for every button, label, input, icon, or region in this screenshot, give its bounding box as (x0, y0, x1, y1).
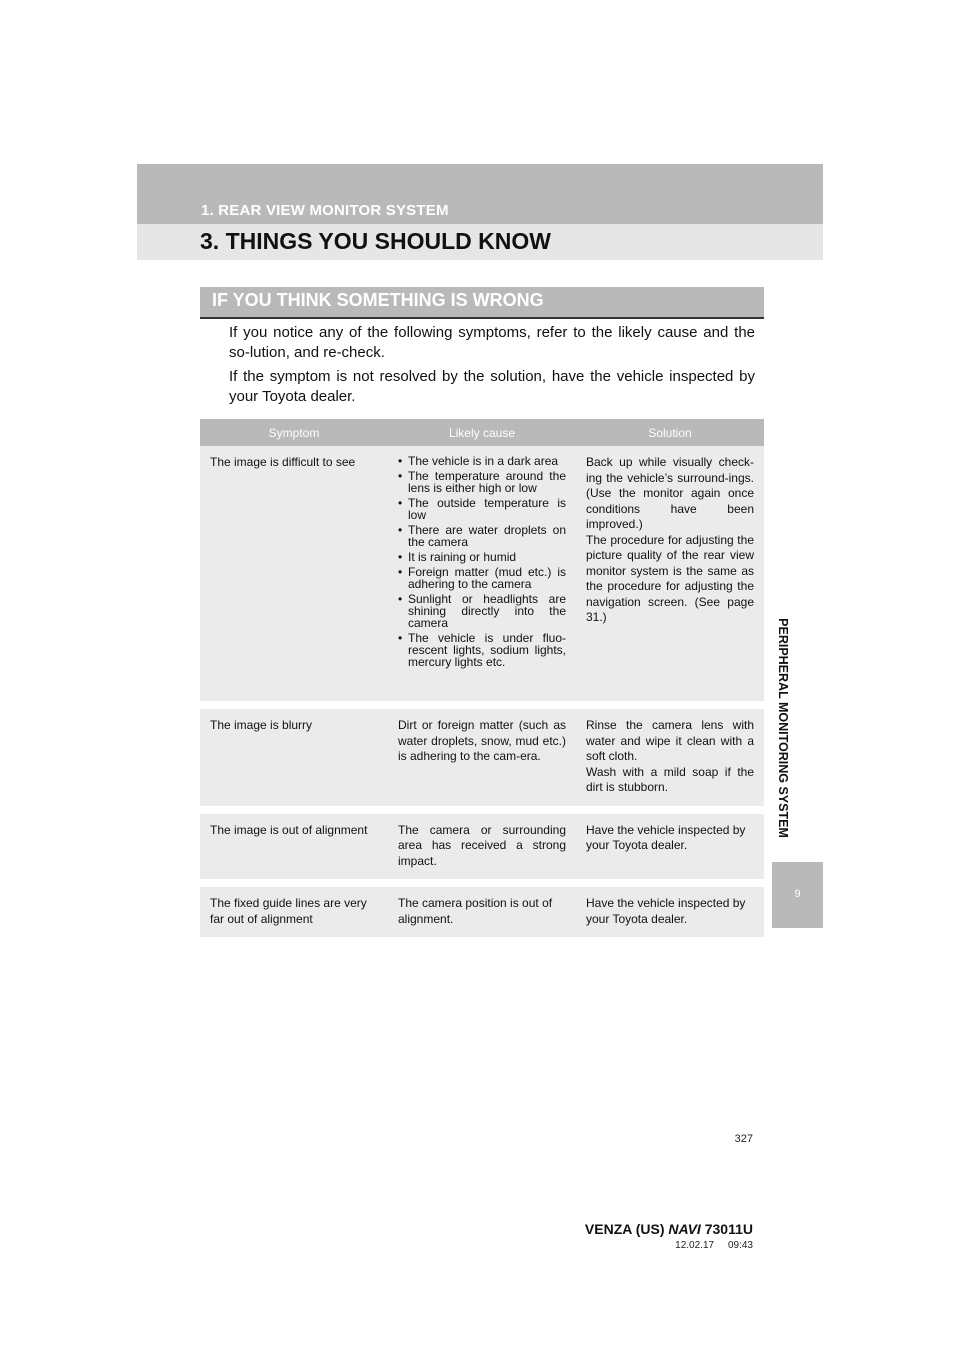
intro-paragraph-1: If you notice any of the following symptoms, refer to the likely cause and the so-lution, and re-check. (229, 324, 755, 361)
cause-item: • The vehicle is under fluo-rescent lights, sodium lights, mercury lights etc. (398, 632, 566, 668)
table-row (200, 446, 764, 705)
troubleshooting-table (200, 419, 764, 937)
footer-model (585, 1221, 753, 1237)
cause-item: • Foreign matter (mud etc.) is adhering to the camera (398, 566, 566, 590)
symptom-cell: The fixed guide lines are very far out of alignment (200, 883, 388, 937)
footer-model-navi: NAVI (668, 1221, 701, 1237)
cause-item: • It is raining or humid (398, 551, 566, 563)
column-header-solution: Solution (576, 419, 764, 446)
column-header-cause: Likely cause (388, 419, 576, 446)
footer-timestamp: 12.02.17 09:43 (675, 1240, 753, 1251)
intro-paragraph-2: If the symptom is not resolved by the solution, have the vehicle inspected by your Toyota dealer. (229, 368, 755, 405)
cause-cell: Dirt or foreign matter (such as water droplets, snow, mud etc.) is adhering to the cam-era. (388, 705, 576, 810)
cause-item: • There are water droplets on the camera (398, 524, 566, 548)
chapter-title: 1. REAR VIEW MONITOR SYSTEM (201, 202, 449, 219)
solution-cell: Have the vehicle inspected by your Toyota dealer. (576, 810, 764, 884)
sub-heading: IF YOU THINK SOMETHING IS WRONG (212, 290, 544, 310)
solution-text: Rinse the camera lens with water and wipe it clean with a soft cloth. (586, 718, 754, 763)
table-row (200, 705, 764, 810)
symptom-cell: The image is difficult to see (200, 446, 388, 705)
symptom-cell: The image is out of alignment (200, 810, 388, 884)
footer-model-prefix: VENZA (US) (584, 1221, 665, 1237)
cause-item: • The outside temperature is low (398, 497, 566, 521)
cause-item: • The temperature around the lens is either high or low (398, 470, 566, 494)
footer-model-code: 73011U (704, 1221, 753, 1237)
cause-item: • Sunlight or headlights are shining directly into the camera (398, 593, 566, 629)
side-tab-label: PERIPHERAL MONITORING SYSTEM (776, 618, 790, 838)
solution-cell (576, 705, 764, 810)
solution-text: Wash with a mild soap if the dirt is stubborn. (586, 764, 754, 794)
column-header-symptom: Symptom (200, 419, 388, 446)
solution-text: Back up while visually check-ing the vehicle’s surround-ings. (Use the monitor again once conditions have been improved.) (586, 455, 754, 531)
cause-cell (388, 446, 576, 705)
solution-cell (576, 446, 764, 705)
table-row (200, 810, 764, 884)
page-number: 327 (734, 1133, 753, 1145)
symptom-cell: The image is blurry (200, 705, 388, 810)
side-tab-number: 9 (794, 888, 801, 900)
table-header-row (200, 419, 764, 446)
table-row (200, 883, 764, 937)
cause-list (398, 455, 566, 668)
cause-cell: The camera position is out of alignment. (388, 883, 576, 937)
solution-text: The procedure for adjusting the picture quality of the rear view monitor system is the same as the procedure for adjusting the navigation screen. (See page 31.) (586, 532, 754, 624)
cause-cell: The camera or surrounding area has received a strong impact. (388, 810, 576, 884)
solution-cell: Have the vehicle inspected by your Toyota dealer. (576, 883, 764, 937)
page-title: 3. THINGS YOU SHOULD KNOW (200, 228, 551, 254)
cause-item: • The vehicle is in a dark area (398, 455, 566, 467)
